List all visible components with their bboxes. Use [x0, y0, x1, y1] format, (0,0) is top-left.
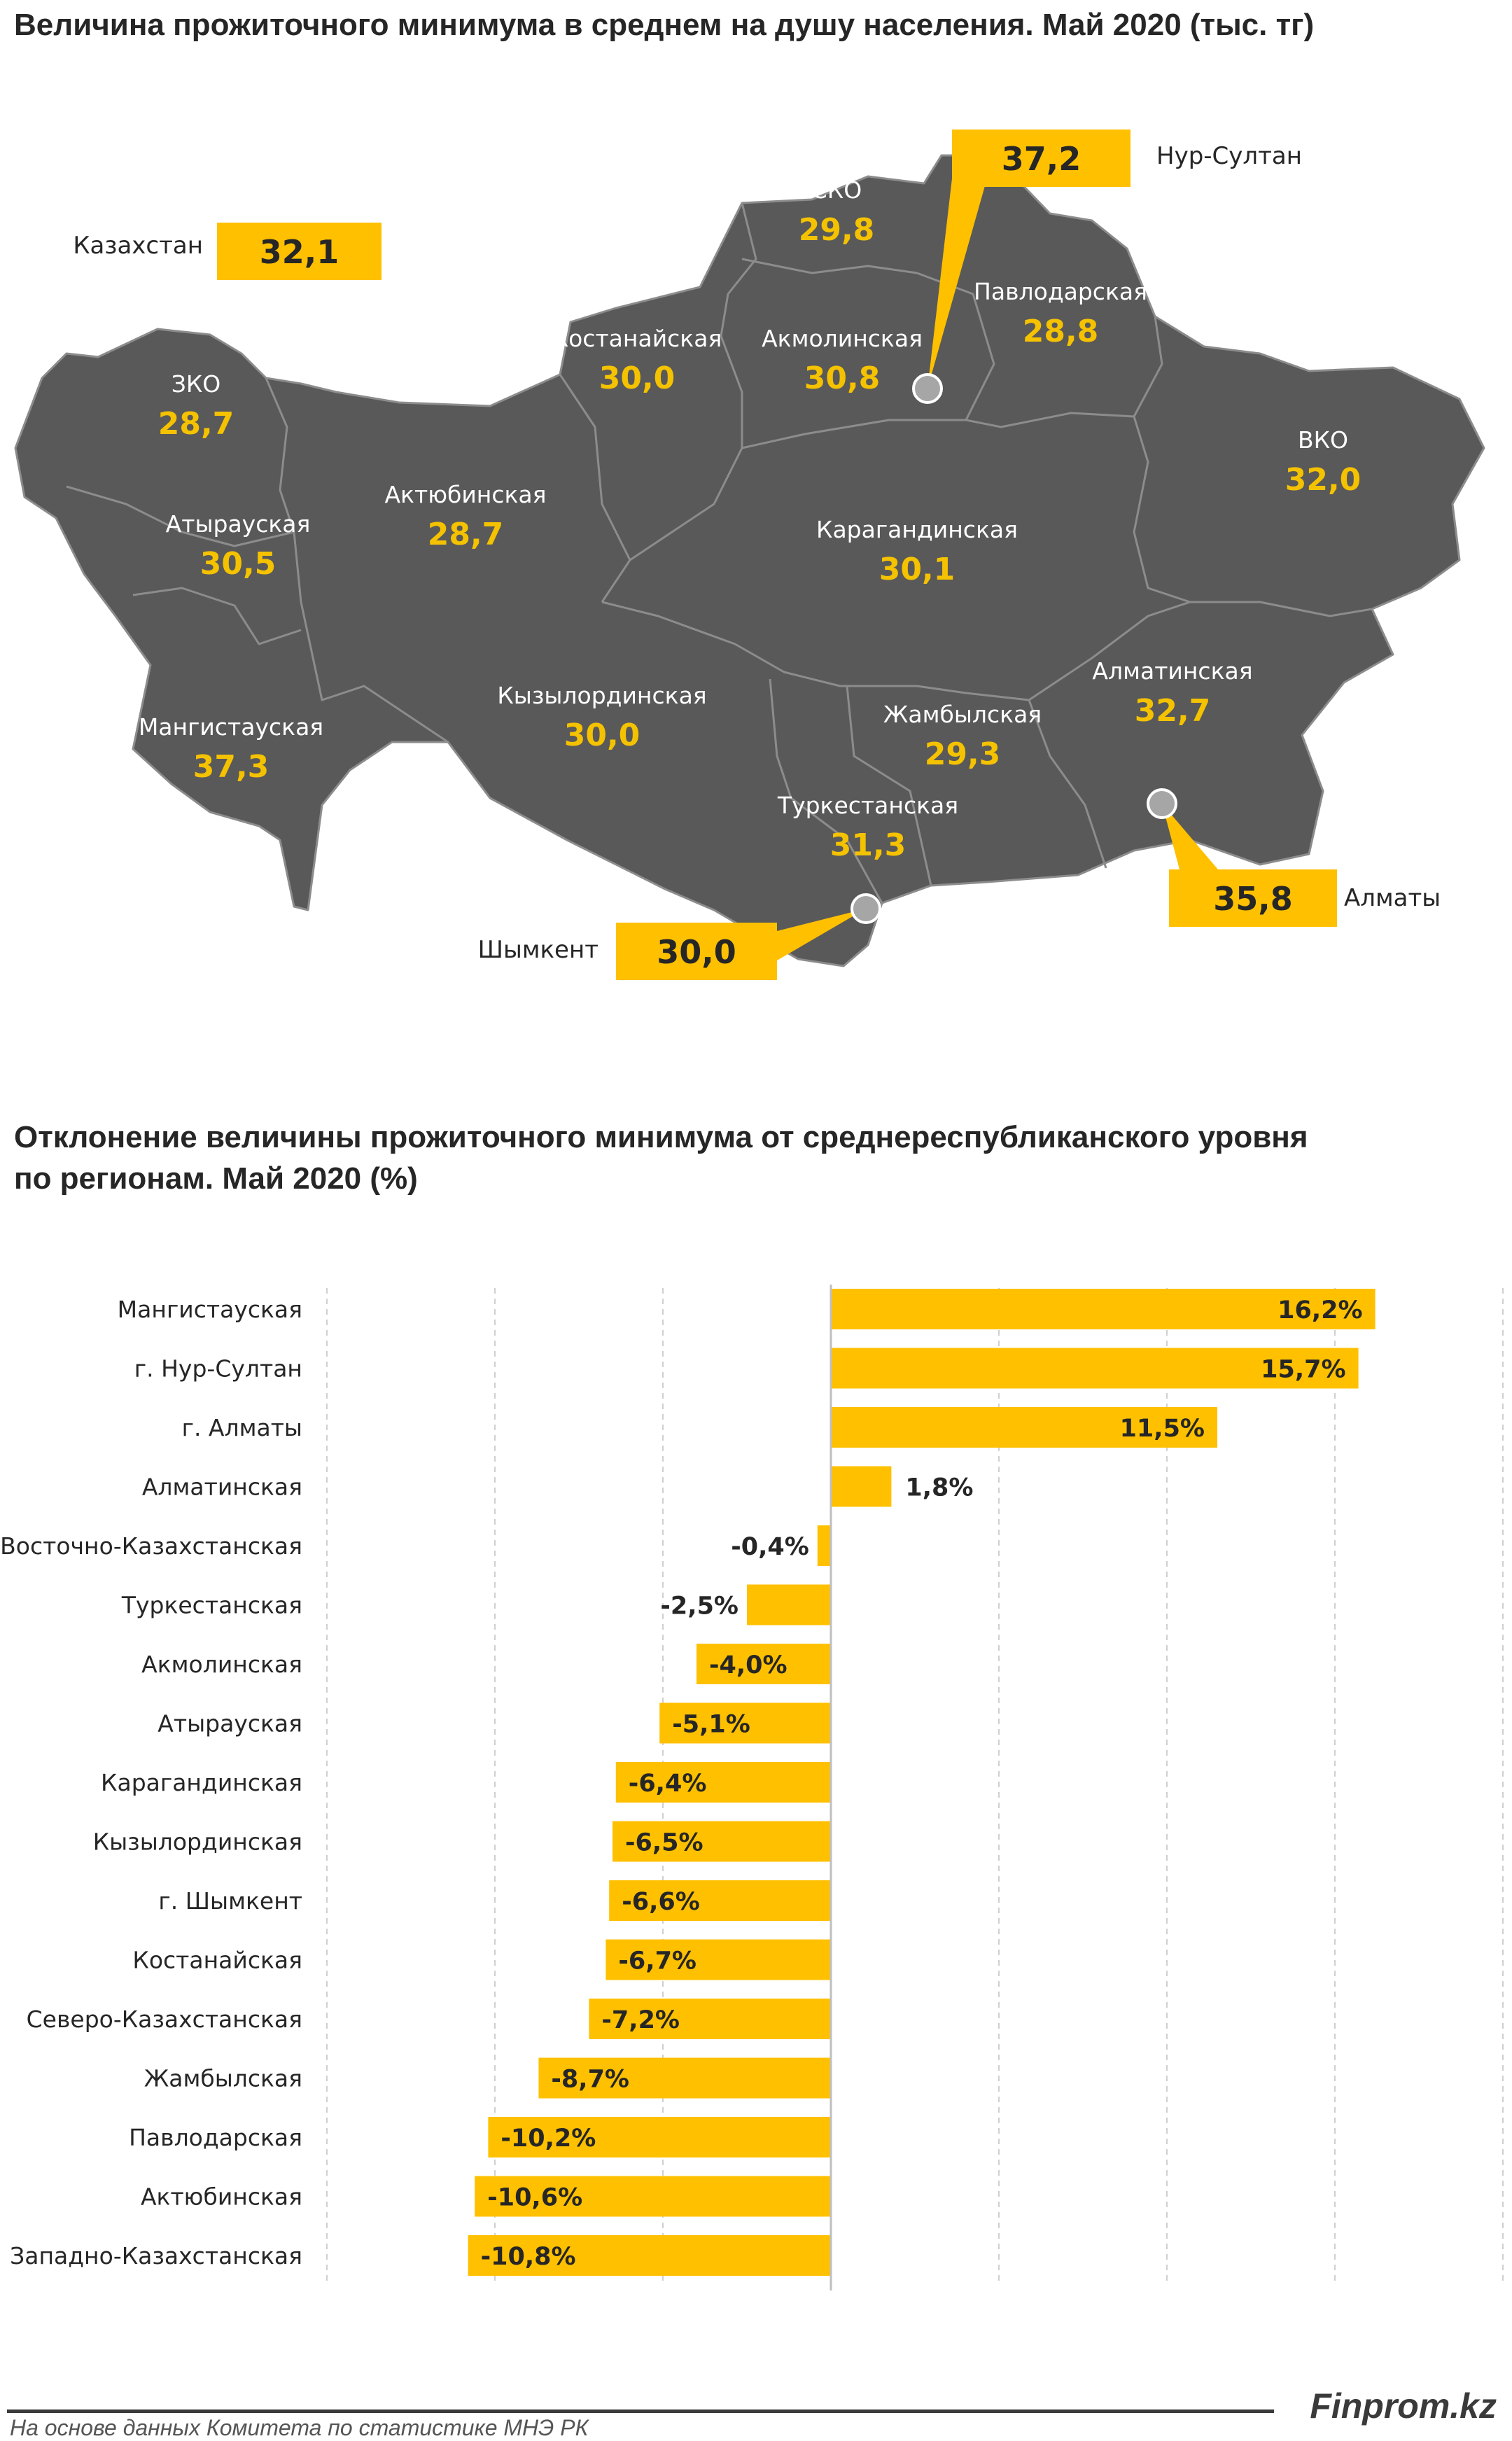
bar-category-label: г. Нур-Султан — [134, 1355, 302, 1383]
callout-name: Алматы — [1344, 884, 1441, 912]
bar-data-label: 11,5% — [1119, 1415, 1205, 1443]
bar-туркестанская — [747, 1585, 831, 1625]
region-name-туркестанская: Туркестанская — [777, 792, 959, 819]
region-value-кызылординская: 30,0 — [564, 718, 640, 753]
region-value-костанайская: 30,0 — [598, 361, 676, 396]
bar-восточно-казахстанская — [818, 1525, 831, 1566]
region-value-мангистауская: 37,3 — [192, 749, 270, 785]
callout-value: 37,2 — [1001, 140, 1082, 178]
callout-name: Нур-Султан — [1156, 142, 1303, 170]
bar-data-label: 16,2% — [1278, 1296, 1363, 1324]
bar-data-label: -2,5% — [660, 1592, 738, 1621]
bar-data-label: -6,7% — [618, 1947, 697, 1975]
bar-category-label: Алматинская — [141, 1473, 302, 1501]
region-value-карагандинская: 30,1 — [878, 552, 955, 587]
region-name-костанайская: Костанайская — [552, 325, 722, 352]
region-name-актюбинская: Актюбинская — [384, 481, 547, 508]
callout-value: 32,1 — [259, 233, 340, 271]
callout-name: Шымкент — [477, 936, 598, 964]
region-value-павлодарская: 28,8 — [1022, 314, 1099, 349]
region-value-актюбинская: 28,7 — [427, 517, 504, 552]
region-value-вко: 32,0 — [1284, 462, 1362, 498]
bar-category-label: Северо-Казахстанская — [26, 2006, 302, 2033]
bar-category-label: Кызылординская — [92, 1828, 302, 1856]
bar-data-label: -6,5% — [625, 1828, 704, 1857]
bar-data-label: -10,6% — [487, 2183, 583, 2212]
map-title: Величина прожиточного минимума в среднем на душу населения. Май 2020 (тыс. тг) — [14, 8, 1315, 42]
bar-data-label: -10,8% — [480, 2243, 576, 2271]
region-value-ско: 29,8 — [798, 212, 875, 248]
callout-value: 35,8 — [1213, 880, 1293, 918]
bar-chart-title — [14, 1117, 1308, 1200]
region-value-атырауская: 30,5 — [200, 546, 276, 582]
footer-rule — [7, 2409, 1274, 2413]
region-name-павлодарская: Павлодарская — [974, 278, 1147, 305]
city-marker-icon — [1148, 790, 1176, 818]
bar-data-label: -10,2% — [500, 2125, 596, 2153]
bar-category-label: г. Шымкент — [158, 1887, 302, 1915]
bar-data-label: -8,7% — [551, 2065, 630, 2094]
bar-data-label: -5,1% — [672, 1710, 750, 1739]
region-name-ско: СКО — [811, 176, 862, 204]
bar-chart-title-line2: по регионам. Май 2020 (%) — [14, 1161, 418, 1196]
bar-category-label: Костанайская — [132, 1946, 302, 1974]
bar-category-label: Мангистауская — [117, 1296, 302, 1323]
bar-алматинская — [831, 1467, 891, 1507]
bar-category-label: Восточно-Казахстанская — [0, 1532, 302, 1560]
bar-category-label: Актюбинская — [140, 2183, 302, 2211]
bar-data-label: -7,2% — [601, 2006, 680, 2034]
region-value-туркестанская: 31,3 — [830, 827, 906, 863]
bar-data-label: -0,4% — [731, 1533, 809, 1561]
bar-categories — [0, 1296, 302, 2269]
region-name-атырауская: Атырауская — [165, 510, 311, 538]
bar-data-label: -6,6% — [622, 1888, 700, 1916]
bar-data-label: -4,0% — [709, 1651, 788, 1679]
region-value-акмолинская: 30,8 — [804, 361, 881, 396]
bar-category-label: Карагандинская — [101, 1769, 302, 1796]
bar-category-label: Жамбылская — [144, 2064, 302, 2092]
bar-category-label: Туркестанская — [121, 1591, 302, 1619]
region-name-алматинская: Алматинская — [1092, 657, 1253, 685]
bar-category-label: г. Алматы — [181, 1414, 302, 1441]
bar-bars — [468, 1289, 1376, 2276]
region-name-кызылординская: Кызылординская — [497, 682, 707, 709]
region-value-алматинская: 32,7 — [1134, 693, 1211, 729]
bar-category-label: Павлодарская — [129, 2124, 302, 2151]
city-marker-icon — [913, 375, 941, 403]
bar-category-label: Акмолинская — [141, 1651, 302, 1678]
callout-name: Казахстан — [73, 232, 203, 260]
deviation-bar-chart — [0, 1246, 1512, 2271]
region-value-жамбылская: 29,3 — [924, 736, 1001, 772]
callout-value: 30,0 — [657, 933, 736, 971]
bar-data-label: 1,8% — [905, 1474, 974, 1502]
kazakhstan-map — [0, 0, 1512, 994]
region-name-зко: ЗКО — [171, 370, 221, 398]
region-name-вко: ВКО — [1297, 426, 1349, 454]
brand-logo: Finprom.kz — [1310, 2386, 1497, 2426]
region-name-акмолинская: Акмолинская — [762, 325, 923, 352]
region-name-жамбылская: Жамбылская — [883, 701, 1042, 728]
region-name-карагандинская: Карагандинская — [816, 516, 1018, 543]
region-value-зко: 28,7 — [158, 406, 234, 442]
source-note: На основе данных Комитета по статистике МНЭ РК — [10, 2415, 589, 2440]
bar-category-label: Западно-Казахстанская — [10, 2242, 302, 2269]
region-name-мангистауская: Мангистауская — [138, 713, 324, 741]
bar-chart-title-line1: Отклонение величины прожиточного минимума от среднереспубликанского уровня — [14, 1120, 1308, 1154]
bar-data-label: 15,7% — [1261, 1355, 1346, 1384]
callout-казахстан — [73, 223, 382, 280]
bar-data-label: -6,4% — [628, 1770, 707, 1798]
city-marker-icon — [852, 895, 880, 923]
bar-category-label: Атырауская — [158, 1709, 302, 1737]
